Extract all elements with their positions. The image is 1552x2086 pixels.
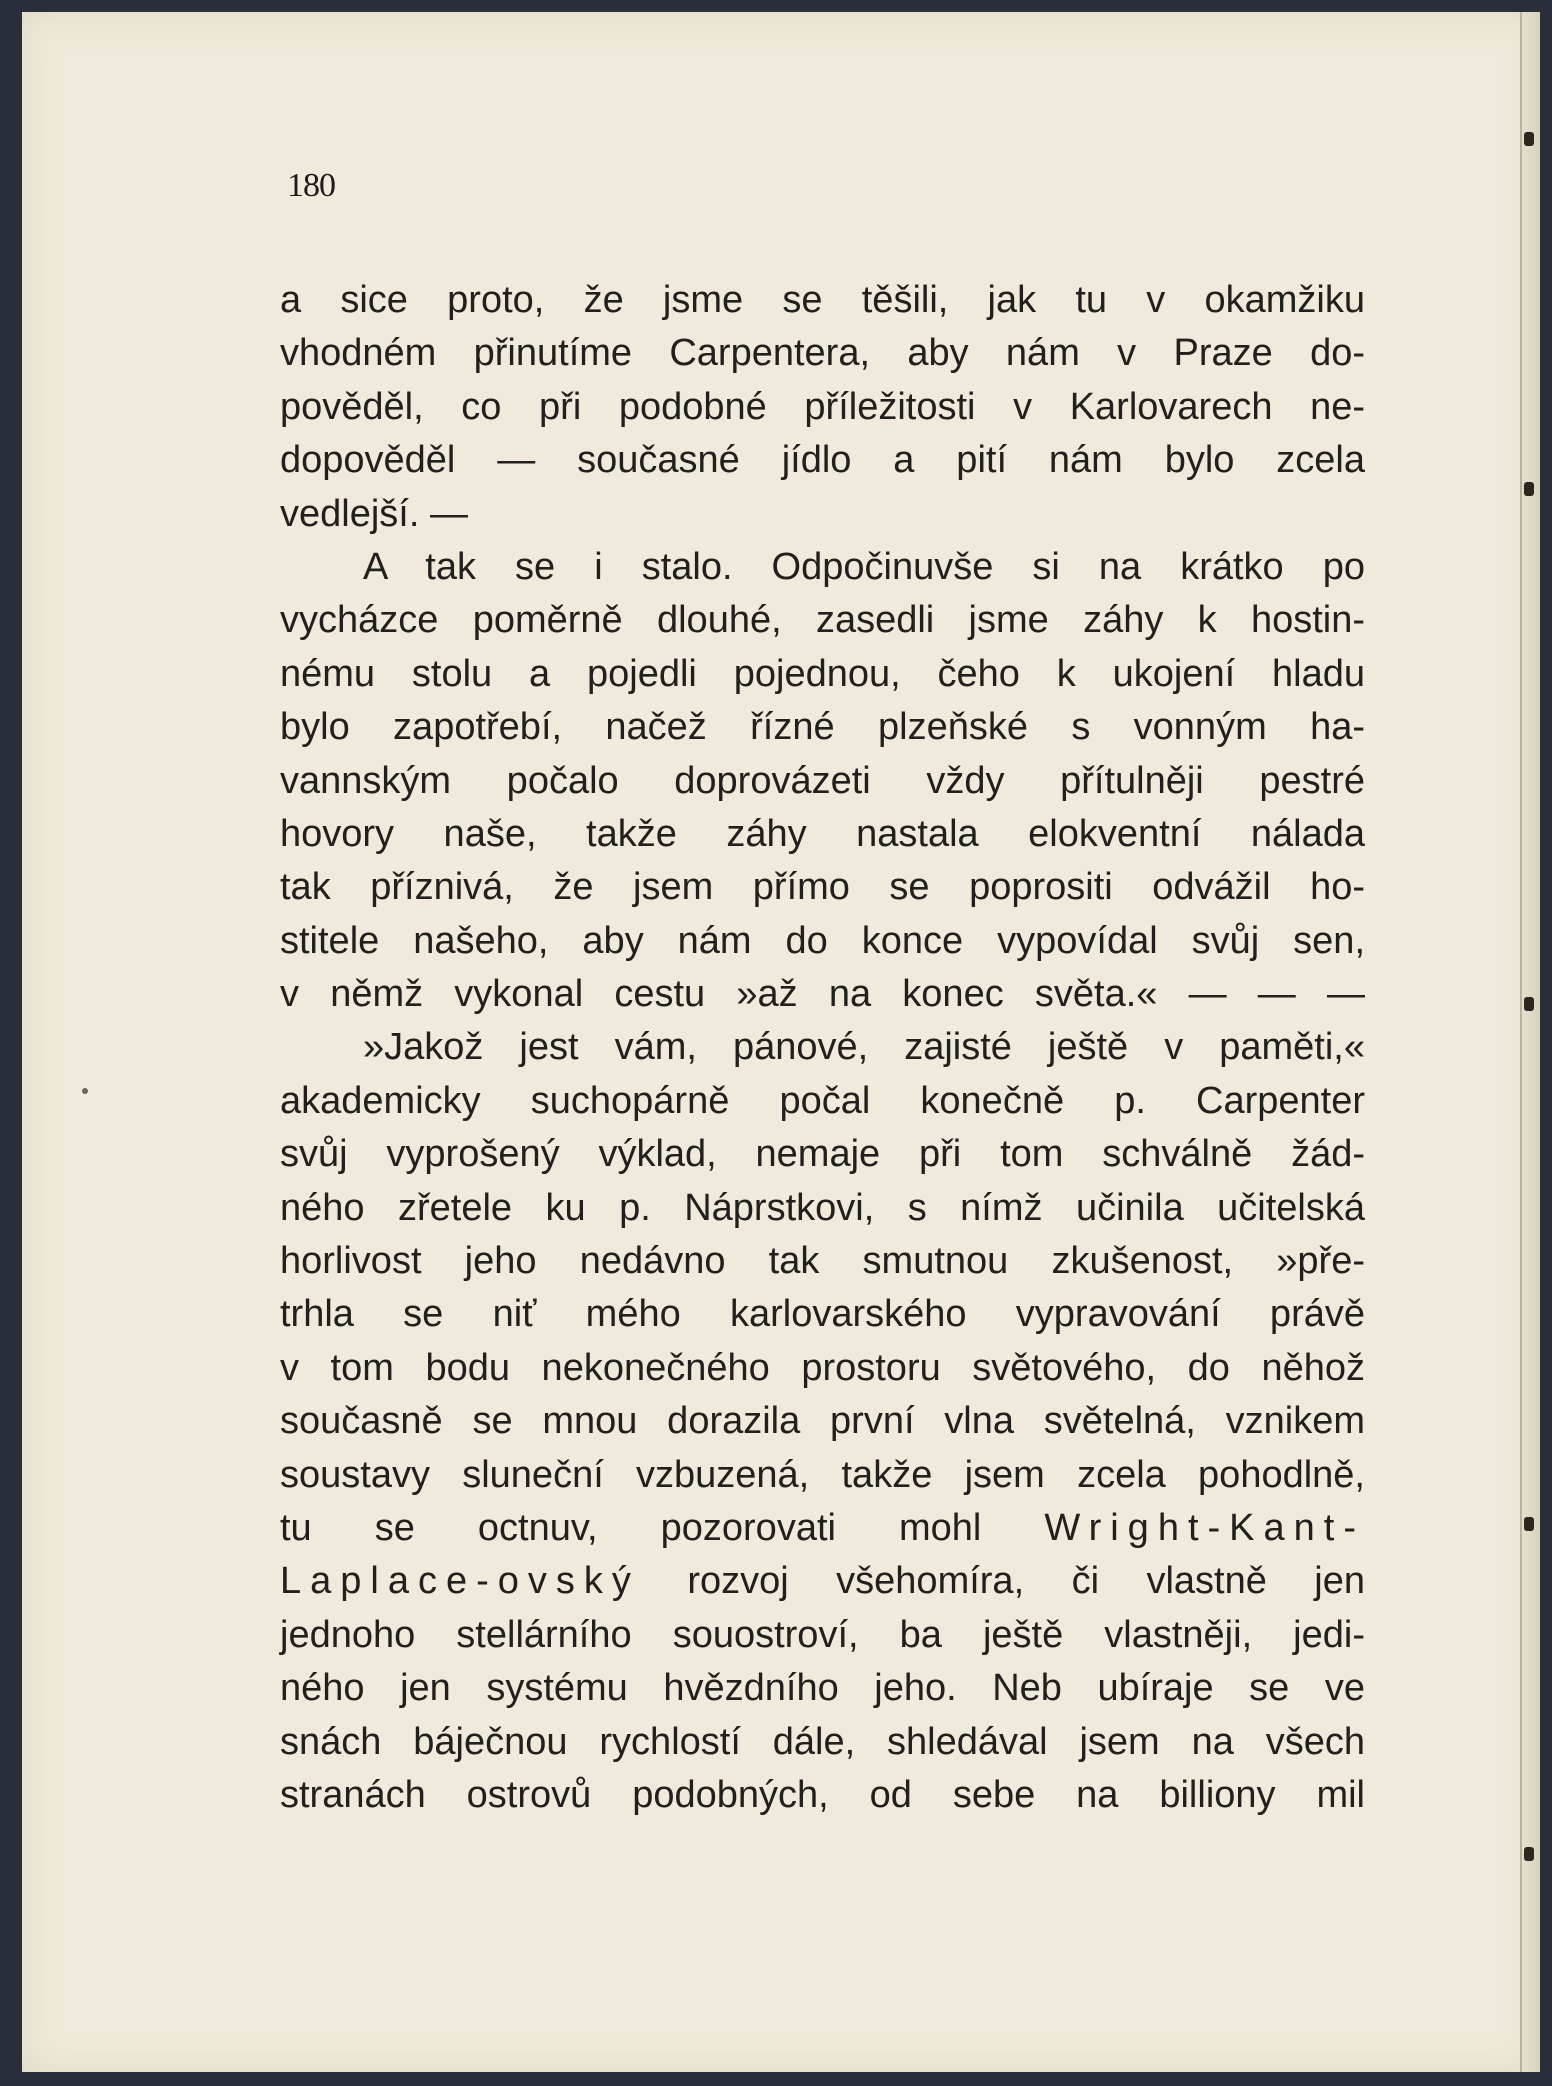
text-line: v němž vykonal cestu »až na konec světa.« — — —	[280, 973, 1365, 1016]
text-line: trhla se niť mého karlovarského vypravování právě	[280, 1293, 1365, 1336]
paper-speck	[82, 1088, 88, 1094]
body-text	[280, 274, 1365, 1822]
text-line: akademicky suchopárně počal konečně p. Carpenter	[280, 1079, 1365, 1122]
paragraph-start-line: A tak se i stalo. Odpočinuvše si na krátko po	[363, 545, 1365, 588]
binding-mark	[1524, 132, 1534, 146]
text-line: svůj vyprošený výklad, nemaje při tom schválně žád-	[280, 1133, 1365, 1176]
text-line: jednoho stellárního souostroví, ba ještě vlastněji, jedi-	[280, 1613, 1365, 1656]
text-line: ného zřetele ku p. Náprstkovi, s nímž učinila učitelská	[280, 1186, 1365, 1229]
text-segment: tu se octnuv, pozorovati mohl	[280, 1506, 982, 1549]
text-line: stitele našeho, aby nám do konce vypovídal svůj sen,	[280, 919, 1365, 962]
text-line: snách báječnou rychlostí dále, shledával jsem na všech	[280, 1720, 1365, 1763]
text-line: a sice proto, že jsme se těšili, jak tu v okamžiku	[280, 279, 1365, 321]
text-line: ného jen systému hvězdního jeho. Neb ubíraje se ve	[280, 1667, 1365, 1710]
page-edge	[1520, 12, 1540, 2072]
text-line: tak příznivá, že jsem přímo se poprositi odvážil ho-	[280, 866, 1365, 909]
text-line: vycházce poměrně dlouhé, zasedli jsme záhy k hostin-	[280, 599, 1365, 642]
text-line: v tom bodu nekonečného prostoru světového, do něhož	[280, 1346, 1365, 1389]
text-line: vedlejší. —	[280, 492, 468, 535]
text-line-mixed	[280, 1502, 1365, 1555]
text-line: hovory naše, takže záhy nastala elokventní nálada	[280, 812, 1365, 855]
text-line: soustavy sluneční vzbuzená, takže jsem zcela pohodlně,	[280, 1453, 1365, 1496]
text-line: stranách ostrovů podobných, od sebe na billiony mil	[280, 1773, 1365, 1816]
text-line: vannským počalo doprovázeti vždy přítulněji pestré	[280, 759, 1365, 802]
text-line: dopověděl — současné jídlo a pití nám bylo zcela	[280, 439, 1365, 482]
spaced-name: Laplace-ovský	[280, 1560, 640, 1603]
binding-mark	[1524, 482, 1534, 496]
text-line: současně se mnou dorazila první vlna světelná, vznikem	[280, 1400, 1365, 1443]
text-segment: rozvoj všehomíra, či vlastně jen	[687, 1560, 1366, 1603]
spaced-name: Wright-Kant-	[1044, 1506, 1365, 1549]
page-number: 180	[287, 167, 335, 204]
text-line: vhodném přinutíme Carpentera, aby nám v Praze do-	[280, 332, 1365, 375]
text-line: nému stolu a pojedli pojednou, čeho k ukojení hladu	[280, 652, 1365, 695]
binding-mark	[1524, 997, 1534, 1011]
binding-mark	[1524, 1847, 1534, 1861]
text-line: horlivost jeho nedávno tak smutnou zkušenost, »pře-	[280, 1240, 1365, 1283]
text-line: bylo zapotřebí, načež řízné plzeňské s vonným ha-	[280, 706, 1365, 749]
text-line: pověděl, co při podobné příležitosti v Karlovarech ne-	[280, 385, 1365, 428]
paragraph-start-line: »Jakož jest vám, pánové, zajisté ještě v paměti,«	[363, 1026, 1365, 1069]
text-line-mixed	[280, 1555, 1365, 1608]
book-page	[22, 12, 1540, 2072]
binding-mark	[1524, 1517, 1534, 1531]
